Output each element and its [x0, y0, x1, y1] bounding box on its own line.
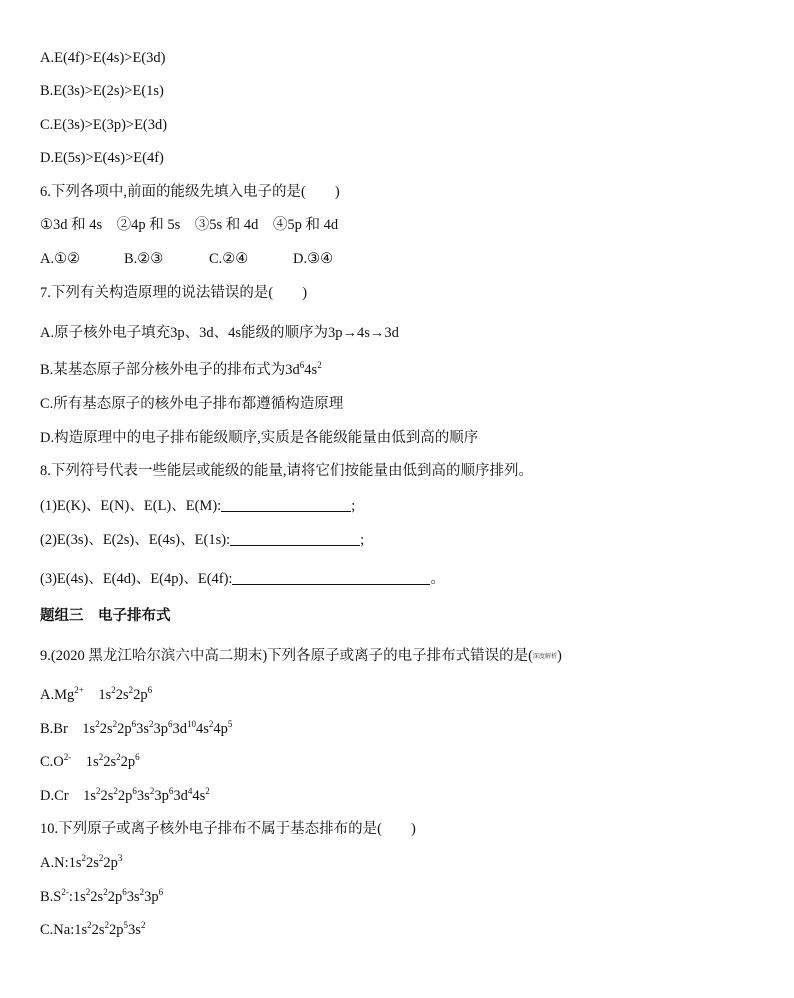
answer-blank-1[interactable] [221, 497, 351, 512]
q7-option-a: A.原子核外电子填充3p、3d、4s能级的顺序为3p→4s→3d [40, 325, 399, 341]
q9-option-b: B.Br $1s^22s^22p^63s^23p^63d^{10}4s^24p^5$ [40, 719, 233, 737]
ion-charge: 2- [61, 887, 69, 897]
q5-option-c: C.E(3s)>E(3p)>E(3d) [40, 117, 168, 133]
q8-part-2 [40, 530, 364, 550]
section-heading: 题组三 电子排布式 [40, 608, 171, 624]
answer-blank-3[interactable] [232, 570, 430, 585]
q8-part-1-text: (1)E(K)、E(N)、E(L)、E(M): [40, 498, 222, 514]
q8-part-1 [40, 496, 355, 516]
q7-option-b [40, 360, 322, 380]
q9-option-a-label: A.Mg [40, 687, 75, 703]
q10-stem: 10.下列原子或离子核外电子排布不属于基态排布的是( ) [40, 821, 416, 837]
q7-option-d: D.构造原理中的电子排布能级顺序,实质是各能级能量由低到高的顺序 [40, 430, 479, 446]
q9-option-c: $C.O^{2-}$ $1s^22s^22p^6$ [40, 752, 140, 770]
q8-part-3 [40, 569, 445, 589]
q9-option-a: $A.Mg^{2+}$ $1s^22s^22p^6$ [40, 685, 153, 703]
q9-stem-text: 9.(2020 黑龙江哈尔滨六中高二期末)下列各原子或离子的电子排布式错误的是( [40, 648, 533, 664]
q8-stem: 8.下列符号代表一些能层或能级的能量,请将它们按能量由低到高的顺序排列。 [40, 463, 533, 479]
q6-option-d: D.③④ [293, 251, 334, 267]
q6-items: ①3d 和 4s ②4p 和 5s ③5s 和 4d ④5p 和 4d [40, 217, 339, 233]
q8-part-1-end: ; [351, 498, 356, 514]
q10-option-a: $A.N:1s^22s^22p^3$ [40, 853, 123, 871]
q10-option-c: $C.Na:1s^22s^22p^53s^2$ [40, 920, 146, 938]
q10-option-c-label: C.Na: [40, 922, 75, 938]
superscript: 6 [299, 360, 305, 370]
q7-option-c: C.所有基态原子的核外电子排布都遵循构造原理 [40, 396, 344, 412]
q7-option-b-orbital: 4s [304, 362, 318, 378]
q9-option-d: D.Cr $1s^22s^22p^63s^23p^63d^44s^2$ [40, 786, 210, 804]
q10-option-a-label: A.N: [40, 855, 69, 871]
q6-stem: 6.下列各项中,前面的能级先填入电子的是( ) [40, 184, 340, 200]
q5-option-b: B.E(3s)>E(2s)>E(1s) [40, 83, 164, 99]
answer-blank-2[interactable] [230, 531, 360, 546]
q6-option-b: B.②③ [124, 251, 164, 267]
q10-option-b-label: B.S [40, 889, 62, 905]
q8-part-3-end: 。 [430, 571, 445, 587]
q9-stem-end: ) [557, 648, 562, 664]
q5-option-d: D.E(5s)>E(4s)>E(4f) [40, 150, 164, 166]
q6-options [40, 249, 333, 269]
q8-part-2-end: ; [360, 532, 365, 548]
ion-charge: 2+ [74, 685, 84, 695]
superscript: 2 [317, 360, 322, 370]
q9-option-c-label: C.O [40, 754, 64, 770]
q7-option-b-text: B.某基态原子部分核外电子的排布式为3d [40, 362, 300, 378]
q8-part-3-text: (3)E(4s)、E(4d)、E(4p)、E(4f): [40, 571, 233, 587]
q9-option-d-label: D.Cr [40, 788, 69, 804]
ion-charge: 2- [63, 752, 72, 762]
q8-part-2-text: (2)E(3s)、E(2s)、E(4s)、E(1s): [40, 532, 231, 548]
q9-analysis-tag: 深度解析 [532, 654, 557, 660]
q6-option-a: A.①② [40, 251, 81, 267]
q9-stem [40, 646, 562, 667]
q5-option-a: A.E(4f)>E(4s)>E(3d) [40, 50, 166, 66]
q6-option-c: C.②④ [209, 251, 249, 267]
q9-option-b-label: B.Br [40, 721, 68, 737]
q7-stem: 7.下列有关构造原理的说法错误的是( ) [40, 285, 308, 301]
q10-option-b: $B.S^{2-}:1s^22s^22p^63s^23p^6$ [40, 887, 164, 905]
